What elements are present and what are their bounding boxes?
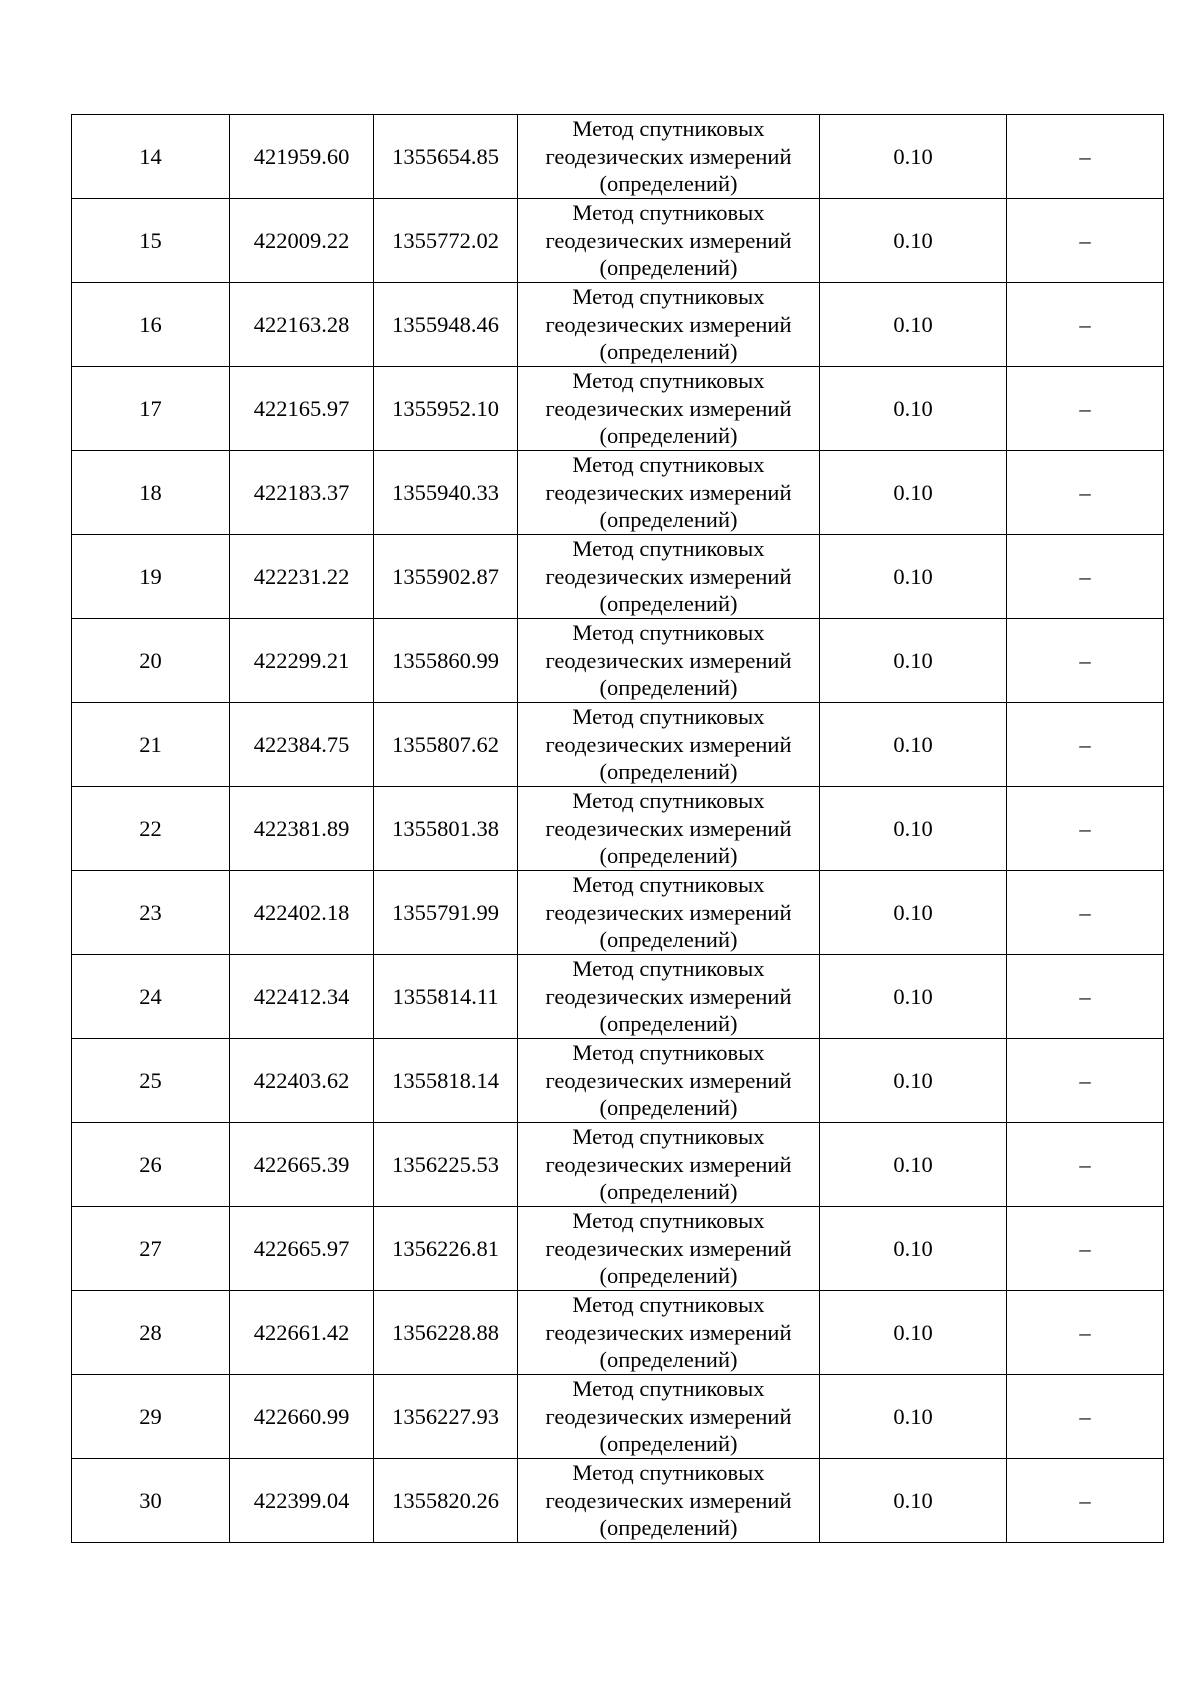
coordinates-table xyxy=(71,114,1164,1543)
note-cell: – xyxy=(1007,1291,1164,1375)
method-line: (определений) xyxy=(599,1431,738,1457)
table-row xyxy=(72,703,1164,787)
point-number-cell: 30 xyxy=(72,1459,230,1543)
method-cell xyxy=(518,703,820,787)
method-line: геодезических измерений xyxy=(545,1487,792,1513)
accuracy-cell: 0.10 xyxy=(820,199,1007,283)
method-line: Метод спутниковых xyxy=(572,1292,765,1318)
point-number-cell: 15 xyxy=(72,199,230,283)
method-cell xyxy=(518,787,820,871)
method-line: (определений) xyxy=(599,1263,738,1289)
note-cell: – xyxy=(1007,1207,1164,1291)
method-line: (определений) xyxy=(599,1347,738,1373)
table-row xyxy=(72,535,1164,619)
method-line: (определений) xyxy=(599,423,738,449)
y-coordinate-cell: 1355807.62 xyxy=(374,703,518,787)
point-number-cell: 29 xyxy=(72,1375,230,1459)
method-cell xyxy=(518,619,820,703)
point-number-cell: 20 xyxy=(72,619,230,703)
x-coordinate-cell: 421959.60 xyxy=(230,115,374,199)
method-line: геодезических измерений xyxy=(545,311,792,337)
note-cell: – xyxy=(1007,1459,1164,1543)
x-coordinate-cell: 422661.42 xyxy=(230,1291,374,1375)
accuracy-cell: 0.10 xyxy=(820,619,1007,703)
table-body xyxy=(72,115,1164,1543)
point-number-cell: 18 xyxy=(72,451,230,535)
y-coordinate-cell: 1355791.99 xyxy=(374,871,518,955)
method-cell xyxy=(518,535,820,619)
accuracy-cell: 0.10 xyxy=(820,703,1007,787)
table-row xyxy=(72,199,1164,283)
accuracy-cell: 0.10 xyxy=(820,955,1007,1039)
method-line: геодезических измерений xyxy=(545,395,792,421)
point-number-cell: 27 xyxy=(72,1207,230,1291)
accuracy-cell: 0.10 xyxy=(820,283,1007,367)
method-line: (определений) xyxy=(599,1179,738,1205)
table-row xyxy=(72,1207,1164,1291)
y-coordinate-cell: 1356226.81 xyxy=(374,1207,518,1291)
note-cell: – xyxy=(1007,283,1164,367)
method-cell xyxy=(518,199,820,283)
note-cell: – xyxy=(1007,1123,1164,1207)
method-line: (определений) xyxy=(599,675,738,701)
accuracy-cell: 0.10 xyxy=(820,115,1007,199)
method-cell xyxy=(518,451,820,535)
y-coordinate-cell: 1355952.10 xyxy=(374,367,518,451)
x-coordinate-cell: 422403.62 xyxy=(230,1039,374,1123)
accuracy-cell: 0.10 xyxy=(820,367,1007,451)
method-line: геодезических измерений xyxy=(545,899,792,925)
y-coordinate-cell: 1356225.53 xyxy=(374,1123,518,1207)
method-line: (определений) xyxy=(599,1011,738,1037)
method-line: Метод спутниковых xyxy=(572,788,765,814)
y-coordinate-cell: 1355860.99 xyxy=(374,619,518,703)
method-line: геодезических измерений xyxy=(545,1151,792,1177)
table-row xyxy=(72,787,1164,871)
point-number-cell: 26 xyxy=(72,1123,230,1207)
note-cell: – xyxy=(1007,115,1164,199)
x-coordinate-cell: 422399.04 xyxy=(230,1459,374,1543)
method-line: (определений) xyxy=(599,507,738,533)
x-coordinate-cell: 422183.37 xyxy=(230,451,374,535)
accuracy-cell: 0.10 xyxy=(820,1123,1007,1207)
table-row xyxy=(72,619,1164,703)
accuracy-cell: 0.10 xyxy=(820,535,1007,619)
y-coordinate-cell: 1355820.26 xyxy=(374,1459,518,1543)
method-line: Метод спутниковых xyxy=(572,284,765,310)
method-line: геодезических измерений xyxy=(545,227,792,253)
point-number-cell: 23 xyxy=(72,871,230,955)
table-row xyxy=(72,1459,1164,1543)
method-line: геодезических измерений xyxy=(545,983,792,1009)
table-row xyxy=(72,1039,1164,1123)
y-coordinate-cell: 1355948.46 xyxy=(374,283,518,367)
y-coordinate-cell: 1355818.14 xyxy=(374,1039,518,1123)
y-coordinate-cell: 1355654.85 xyxy=(374,115,518,199)
table-row xyxy=(72,367,1164,451)
accuracy-cell: 0.10 xyxy=(820,1459,1007,1543)
table-row xyxy=(72,283,1164,367)
point-number-cell: 19 xyxy=(72,535,230,619)
accuracy-cell: 0.10 xyxy=(820,1375,1007,1459)
x-coordinate-cell: 422665.39 xyxy=(230,1123,374,1207)
method-line: Метод спутниковых xyxy=(572,536,765,562)
method-line: (определений) xyxy=(599,591,738,617)
point-number-cell: 28 xyxy=(72,1291,230,1375)
x-coordinate-cell: 422381.89 xyxy=(230,787,374,871)
method-line: геодезических измерений xyxy=(545,815,792,841)
method-line: Метод спутниковых xyxy=(572,116,765,142)
method-line: геодезических измерений xyxy=(545,1403,792,1429)
table-row xyxy=(72,451,1164,535)
method-line: Метод спутниковых xyxy=(572,704,765,730)
x-coordinate-cell: 422231.22 xyxy=(230,535,374,619)
note-cell: – xyxy=(1007,619,1164,703)
note-cell: – xyxy=(1007,871,1164,955)
method-cell xyxy=(518,955,820,1039)
method-line: (определений) xyxy=(599,1095,738,1121)
note-cell: – xyxy=(1007,367,1164,451)
accuracy-cell: 0.10 xyxy=(820,451,1007,535)
x-coordinate-cell: 422402.18 xyxy=(230,871,374,955)
accuracy-cell: 0.10 xyxy=(820,1291,1007,1375)
method-line: Метод спутниковых xyxy=(572,452,765,478)
method-line: (определений) xyxy=(599,927,738,953)
point-number-cell: 22 xyxy=(72,787,230,871)
method-line: (определений) xyxy=(599,1515,738,1541)
y-coordinate-cell: 1355814.11 xyxy=(374,955,518,1039)
accuracy-cell: 0.10 xyxy=(820,787,1007,871)
point-number-cell: 21 xyxy=(72,703,230,787)
method-cell xyxy=(518,1123,820,1207)
point-number-cell: 16 xyxy=(72,283,230,367)
y-coordinate-cell: 1355772.02 xyxy=(374,199,518,283)
y-coordinate-cell: 1355801.38 xyxy=(374,787,518,871)
method-line: Метод спутниковых xyxy=(572,368,765,394)
method-line: (определений) xyxy=(599,339,738,365)
method-line: Метод спутниковых xyxy=(572,1376,765,1402)
x-coordinate-cell: 422660.99 xyxy=(230,1375,374,1459)
y-coordinate-cell: 1356227.93 xyxy=(374,1375,518,1459)
method-cell xyxy=(518,283,820,367)
method-line: геодезических измерений xyxy=(545,1235,792,1261)
point-number-cell: 25 xyxy=(72,1039,230,1123)
method-cell xyxy=(518,115,820,199)
note-cell: – xyxy=(1007,1375,1164,1459)
table-row xyxy=(72,871,1164,955)
method-cell xyxy=(518,1459,820,1543)
method-line: Метод спутниковых xyxy=(572,200,765,226)
method-line: геодезических измерений xyxy=(545,563,792,589)
x-coordinate-cell: 422384.75 xyxy=(230,703,374,787)
note-cell: – xyxy=(1007,451,1164,535)
method-cell xyxy=(518,871,820,955)
table-row xyxy=(72,115,1164,199)
method-line: геодезических измерений xyxy=(545,1067,792,1093)
note-cell: – xyxy=(1007,787,1164,871)
table-row xyxy=(72,1375,1164,1459)
method-cell xyxy=(518,1375,820,1459)
note-cell: – xyxy=(1007,535,1164,619)
method-line: Метод спутниковых xyxy=(572,1124,765,1150)
point-number-cell: 24 xyxy=(72,955,230,1039)
accuracy-cell: 0.10 xyxy=(820,1207,1007,1291)
method-line: геодезических измерений xyxy=(545,647,792,673)
x-coordinate-cell: 422665.97 xyxy=(230,1207,374,1291)
method-line: геодезических измерений xyxy=(545,479,792,505)
x-coordinate-cell: 422165.97 xyxy=(230,367,374,451)
y-coordinate-cell: 1356228.88 xyxy=(374,1291,518,1375)
x-coordinate-cell: 422412.34 xyxy=(230,955,374,1039)
x-coordinate-cell: 422009.22 xyxy=(230,199,374,283)
y-coordinate-cell: 1355902.87 xyxy=(374,535,518,619)
note-cell: – xyxy=(1007,955,1164,1039)
point-number-cell: 17 xyxy=(72,367,230,451)
method-line: Метод спутниковых xyxy=(572,1460,765,1486)
method-line: (определений) xyxy=(599,843,738,869)
method-cell xyxy=(518,1207,820,1291)
x-coordinate-cell: 422299.21 xyxy=(230,619,374,703)
method-line: (определений) xyxy=(599,171,738,197)
method-line: Метод спутниковых xyxy=(572,1208,765,1234)
method-line: геодезических измерений xyxy=(545,731,792,757)
table-row xyxy=(72,955,1164,1039)
table-row xyxy=(72,1123,1164,1207)
point-number-cell: 14 xyxy=(72,115,230,199)
accuracy-cell: 0.10 xyxy=(820,1039,1007,1123)
table-row xyxy=(72,1291,1164,1375)
method-line: Метод спутниковых xyxy=(572,872,765,898)
note-cell: – xyxy=(1007,1039,1164,1123)
method-line: (определений) xyxy=(599,255,738,281)
note-cell: – xyxy=(1007,703,1164,787)
method-cell xyxy=(518,367,820,451)
method-line: Метод спутниковых xyxy=(572,620,765,646)
note-cell: – xyxy=(1007,199,1164,283)
method-line: Метод спутниковых xyxy=(572,956,765,982)
x-coordinate-cell: 422163.28 xyxy=(230,283,374,367)
method-line: геодезических измерений xyxy=(545,143,792,169)
method-line: Метод спутниковых xyxy=(572,1040,765,1066)
method-line: (определений) xyxy=(599,759,738,785)
method-line: геодезических измерений xyxy=(545,1319,792,1345)
method-cell xyxy=(518,1039,820,1123)
accuracy-cell: 0.10 xyxy=(820,871,1007,955)
method-cell xyxy=(518,1291,820,1375)
y-coordinate-cell: 1355940.33 xyxy=(374,451,518,535)
